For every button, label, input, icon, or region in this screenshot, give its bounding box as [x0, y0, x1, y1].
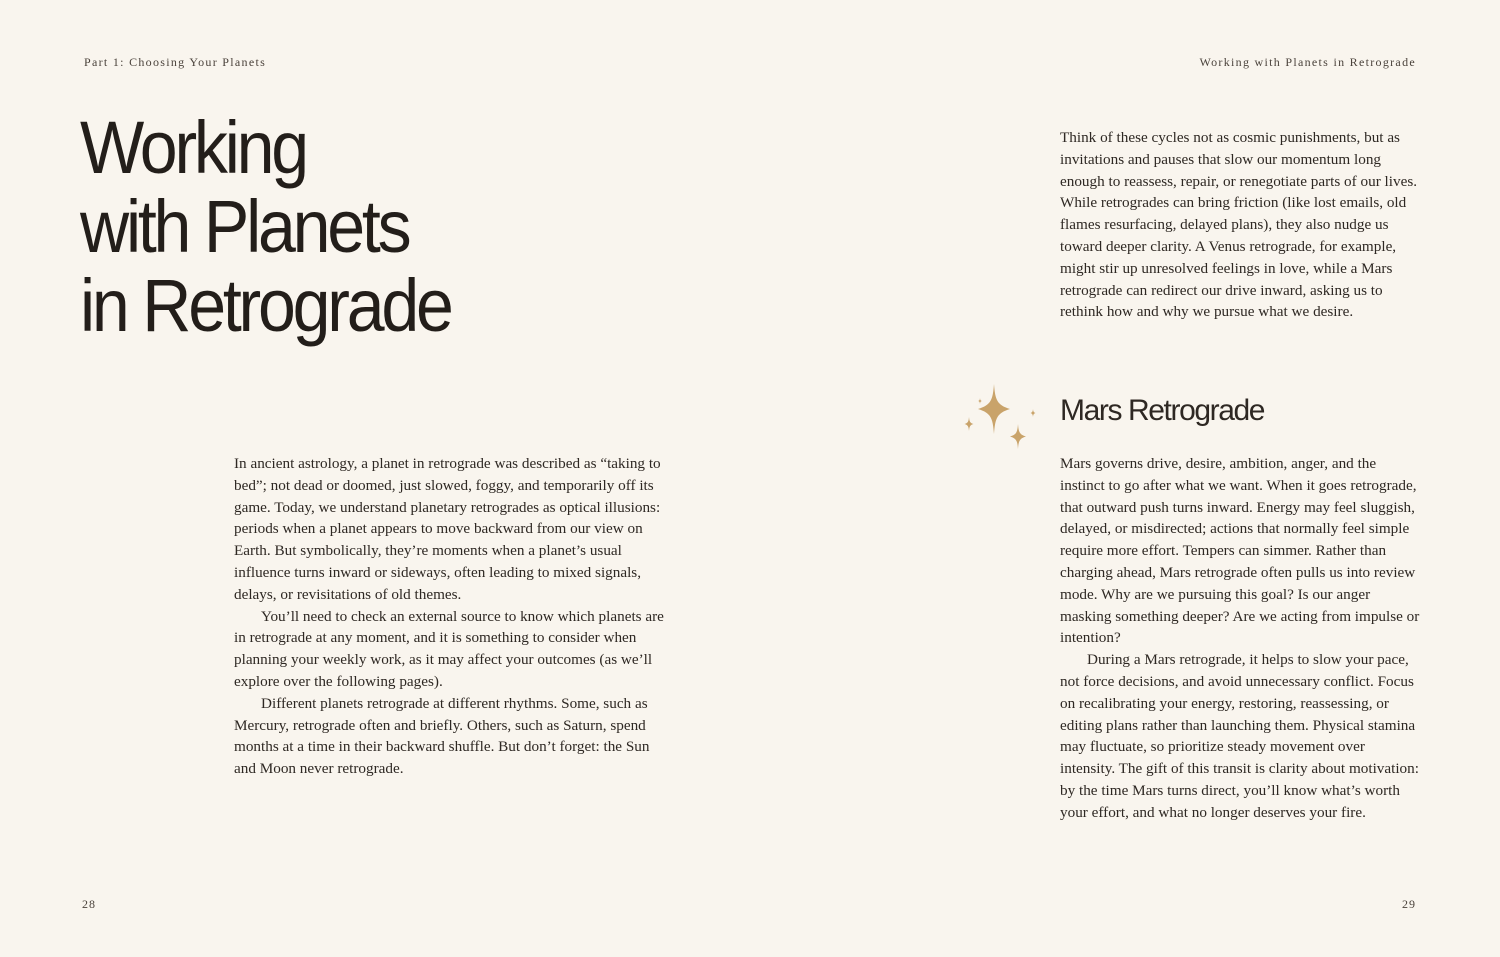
right-page-intro: [1060, 127, 1420, 323]
chapter-title: [80, 108, 595, 345]
section-heading: Mars Retrograde: [1060, 394, 1265, 427]
body-paragraph: During a Mars retrograde, it helps to slow your pace, not force decisions, and avoid unnecessary conflict. Focus on recalibrating your energy, restoring, reassessing, or editing plans rather than launching them. Physical stamina may fluctuate, so prioritize steady movement over intensity. The gift of this transit is clarity about motivation: by the time Mars turns direct, you’ll know what’s worth your effort, and what no longer deserves your fire.: [1060, 651, 1419, 821]
body-paragraph: In ancient astrology, a planet in retrograde was described as “taking to bed”; not dead or doomed, just slowed, foggy, and temporarily off its game. Today, we understand planetary retrogrades as optical illusions: periods when a planet appears to move backward from our view on Earth. But symbolically, they’re moments when a planet’s usual influence turns inward or sideways, often leading to mixed signals, delays, or revisitations of old themes.: [234, 455, 661, 603]
page-number-right: 29: [1402, 897, 1416, 911]
sparkle-stars-icon: [958, 382, 1038, 452]
left-page-body: [234, 453, 669, 780]
chapter-title-line: Working: [80, 106, 306, 189]
running-head-left: Part 1: Choosing Your Planets: [84, 55, 267, 69]
right-page-body: [1060, 453, 1422, 824]
body-paragraph: You’ll need to check an external source to know which planets are in retrograde at any moment, and it is something to consider when planning your weekly work, as it may affect your outcomes (as we’ll explore over the following pages).: [234, 607, 664, 690]
intro-paragraph: Think of these cycles not as cosmic punishments, but as invitations and pauses that slow our momentum long enough to reassess, repair, or renegotiate parts of our lives. While retrogrades can bring friction (like lost emails, old flames resurfacing, delayed plans), they also nudge us toward deeper clarity. A Venus retrograde, for example, might stir up unresolved feelings in love, while a Mars retrograde can redirect our drive inward, asking us to rethink how and why we pursue what we desire.: [1060, 129, 1418, 321]
running-head-right: Working with Planets in Retrograde: [1199, 55, 1416, 69]
body-paragraph: Different planets retrograde at different rhythms. Some, such as Mercury, retrograde often and briefly. Others, such as Saturn, spend months at a time in their backward shuffle. But don’t forget: the Sun and Moon never retrograde.: [234, 694, 650, 778]
page-number-left: 28: [82, 897, 96, 911]
body-paragraph: Mars governs drive, desire, ambition, anger, and the instinct to go after what we want. When it goes retrograde, that outward push turns inward. Energy may feel sluggish, delayed, or misdirected; actions that normally feel simple require more effort. Tempers can simmer. Rather than charging ahead, Mars retrograde often pulls us into review mode. Why are we pursuing this goal? Is our anger masking something deeper? Are we acting from impulse or intention?: [1060, 455, 1420, 647]
chapter-title-line: with Planets: [80, 185, 409, 268]
chapter-title-line: in Retrograde: [80, 264, 451, 347]
